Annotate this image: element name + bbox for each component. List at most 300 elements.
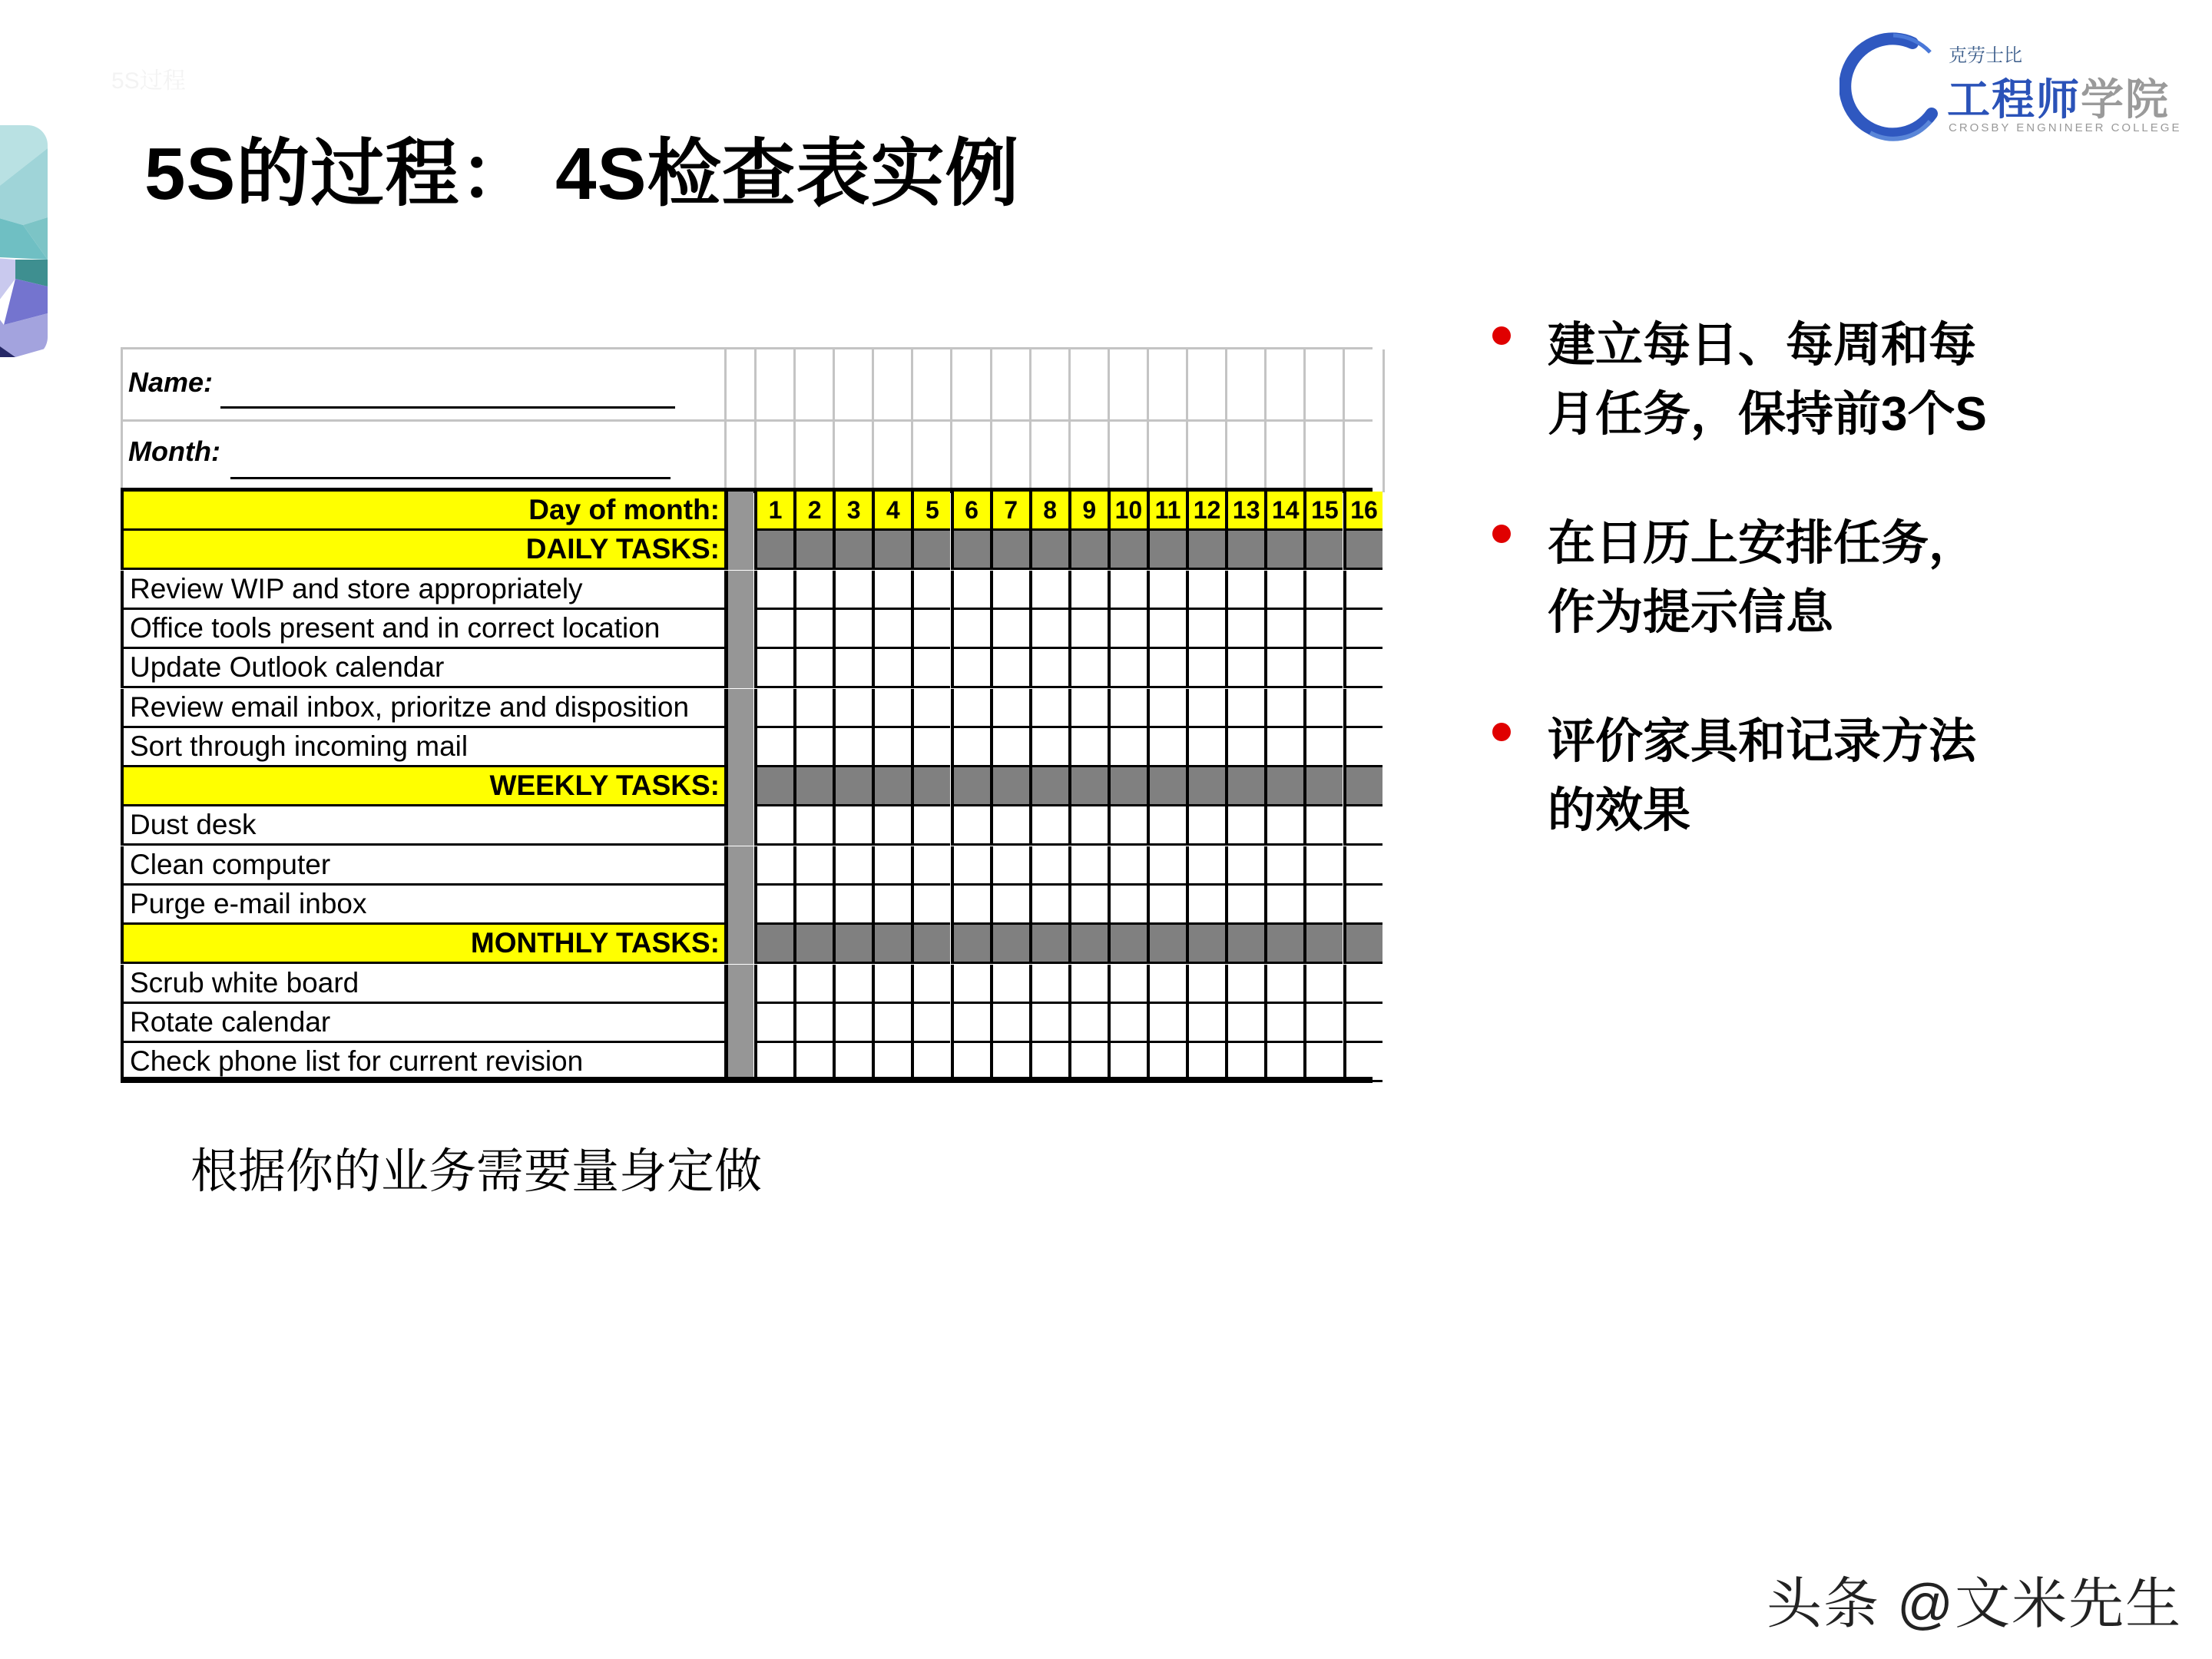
check-cell[interactable] <box>1186 610 1225 649</box>
check-cell[interactable] <box>1108 649 1147 688</box>
section-day-cell <box>1147 925 1186 964</box>
bullet-item <box>1486 509 2070 647</box>
day-number-header: 6 <box>951 492 990 531</box>
task-label: Rotate calendar <box>121 1004 724 1043</box>
section-day-cell <box>872 531 911 570</box>
check-cell[interactable] <box>1264 649 1303 688</box>
bullet-line: 建立每日、每周和每 <box>1548 319 1977 372</box>
check-cell[interactable] <box>754 689 793 728</box>
logo-en-text: CROSBY ENGNINEER COLLEGE <box>1949 121 2182 134</box>
check-cell[interactable] <box>754 806 793 846</box>
check-cell[interactable] <box>872 965 911 1004</box>
day-of-month-label: Day of month: <box>121 492 724 531</box>
check-cell[interactable] <box>872 649 911 688</box>
day-number-header: 7 <box>990 492 1029 531</box>
check-cell[interactable] <box>793 806 833 846</box>
logo-cn-grey: 学院 <box>2081 75 2170 124</box>
caption-text: 根据你的业务需要量身定做 <box>190 1145 763 1198</box>
day-number-header: 15 <box>1303 492 1343 531</box>
check-cell[interactable] <box>951 728 990 767</box>
section-day-cell <box>990 767 1029 806</box>
check-cell[interactable] <box>951 610 990 649</box>
day-number-header: 8 <box>1029 492 1068 531</box>
check-cell[interactable] <box>833 689 872 728</box>
check-cell[interactable] <box>1303 1004 1343 1043</box>
check-cell[interactable] <box>1029 649 1068 688</box>
section-day-cell <box>1147 767 1186 806</box>
check-cell[interactable] <box>754 1004 793 1043</box>
section-day-cell <box>793 925 833 964</box>
check-cell[interactable] <box>1343 846 1382 886</box>
check-cell[interactable] <box>1303 610 1343 649</box>
task-row <box>121 571 1373 610</box>
check-cell[interactable] <box>1147 728 1186 767</box>
check-cell[interactable] <box>872 846 911 886</box>
check-cell[interactable] <box>1186 806 1225 846</box>
check-cell[interactable] <box>951 806 990 846</box>
check-cell[interactable] <box>1108 689 1147 728</box>
section-day-cell <box>754 925 793 964</box>
bullet-item <box>1486 707 2070 846</box>
check-cell[interactable] <box>911 965 950 1004</box>
check-cell[interactable] <box>833 965 872 1004</box>
check-cell[interactable] <box>754 965 793 1004</box>
check-cell[interactable] <box>951 846 990 886</box>
logo-cn-big <box>1947 66 2170 127</box>
check-cell[interactable] <box>1264 1004 1303 1043</box>
check-cell[interactable] <box>1264 610 1303 649</box>
check-cell[interactable] <box>1343 965 1382 1004</box>
check-cell[interactable] <box>1029 689 1068 728</box>
check-cell[interactable] <box>1108 1004 1147 1043</box>
check-cell[interactable] <box>1108 886 1147 925</box>
grid-line <box>1108 349 1110 492</box>
section-day-cell <box>1225 531 1264 570</box>
section-day-cell <box>872 925 911 964</box>
check-cell[interactable] <box>793 689 833 728</box>
check-cell[interactable] <box>1068 806 1108 846</box>
task-row <box>121 965 1373 1004</box>
check-cell[interactable] <box>1343 649 1382 688</box>
check-cell[interactable] <box>1225 965 1264 1004</box>
section-day-cell <box>951 925 990 964</box>
separator-column <box>724 767 753 806</box>
task-label: Purge e-mail inbox <box>121 886 724 925</box>
separator-column <box>724 649 753 688</box>
section-header-row <box>121 925 1373 964</box>
day-number-header: 4 <box>872 492 911 531</box>
check-cell[interactable] <box>793 965 833 1004</box>
check-cell[interactable] <box>911 610 950 649</box>
month-field-input-line[interactable] <box>230 477 671 479</box>
check-cell[interactable] <box>833 1004 872 1043</box>
day-number-header: 16 <box>1343 492 1382 531</box>
check-cell[interactable] <box>793 846 833 886</box>
section-day-cell <box>1303 767 1343 806</box>
grid-line <box>1225 349 1227 492</box>
day-number-header: 9 <box>1068 492 1108 531</box>
check-cell[interactable] <box>1029 965 1068 1004</box>
task-label: Dust desk <box>121 806 724 846</box>
check-cell[interactable] <box>1068 571 1108 610</box>
check-cell[interactable] <box>833 728 872 767</box>
section-day-cell <box>833 925 872 964</box>
grid-line <box>121 419 1373 422</box>
bullet-list <box>1486 311 2070 906</box>
check-cell[interactable] <box>1029 806 1068 846</box>
day-number-header: 1 <box>754 492 793 531</box>
check-cell[interactable] <box>1264 571 1303 610</box>
watermark-text: 头条 @文米先生 <box>1767 1574 2183 1635</box>
day-number-header: 12 <box>1186 492 1225 531</box>
check-cell[interactable] <box>872 689 911 728</box>
check-cell[interactable] <box>1186 1004 1225 1043</box>
check-cell[interactable] <box>1186 728 1225 767</box>
check-cell[interactable] <box>1029 886 1068 925</box>
check-cell[interactable] <box>1225 649 1264 688</box>
check-cell[interactable] <box>1068 1004 1108 1043</box>
check-cell[interactable] <box>1068 886 1108 925</box>
check-cell[interactable] <box>1186 571 1225 610</box>
section-header-row <box>121 531 1373 570</box>
task-row <box>121 846 1373 886</box>
check-cell[interactable] <box>1303 806 1343 846</box>
section-label: MONTHLY TASKS: <box>121 925 724 964</box>
check-cell[interactable] <box>951 689 990 728</box>
check-cell[interactable] <box>990 649 1029 688</box>
section-day-cell <box>1186 925 1225 964</box>
bullet-dot-icon <box>1492 525 1511 543</box>
check-cell[interactable] <box>1186 689 1225 728</box>
check-cell[interactable] <box>1186 965 1225 1004</box>
separator-column <box>724 925 753 964</box>
check-cell[interactable] <box>833 806 872 846</box>
check-cell[interactable] <box>1147 806 1186 846</box>
section-day-cell <box>1108 531 1147 570</box>
day-of-month-row <box>121 492 1378 531</box>
bullet-dot-icon <box>1492 326 1511 345</box>
bullet-dot-icon <box>1492 723 1511 741</box>
grid-line <box>872 349 874 492</box>
check-cell[interactable] <box>1147 965 1186 1004</box>
check-cell[interactable] <box>1068 689 1108 728</box>
slide-title: 5S的过程： 4S检查表实例 <box>144 133 1020 215</box>
crosby-college-logo <box>1839 29 2182 144</box>
check-cell[interactable] <box>911 806 950 846</box>
section-day-cell <box>872 767 911 806</box>
separator-column <box>724 886 753 925</box>
check-cell[interactable] <box>793 1004 833 1043</box>
check-cell[interactable] <box>1225 728 1264 767</box>
check-cell[interactable] <box>1147 846 1186 886</box>
section-day-cell <box>754 531 793 570</box>
separator-column <box>724 965 753 1004</box>
check-cell[interactable] <box>1029 610 1068 649</box>
check-cell[interactable] <box>1303 728 1343 767</box>
separator-column <box>724 610 753 649</box>
section-day-cell <box>951 767 990 806</box>
check-cell[interactable] <box>1147 610 1186 649</box>
check-cell[interactable] <box>1147 886 1186 925</box>
separator-column <box>724 689 753 728</box>
check-cell[interactable] <box>951 886 990 925</box>
separator-column <box>724 1004 753 1043</box>
swirl-ring-icon <box>1839 29 1939 144</box>
check-cell[interactable] <box>1186 649 1225 688</box>
check-cell[interactable] <box>911 571 950 610</box>
decorative-polygon-shape <box>0 125 48 357</box>
check-cell[interactable] <box>754 649 793 688</box>
check-cell[interactable] <box>1264 965 1303 1004</box>
section-day-cell <box>1186 767 1225 806</box>
section-day-cell <box>793 531 833 570</box>
task-row <box>121 1004 1373 1043</box>
check-cell[interactable] <box>1303 886 1343 925</box>
section-day-cell <box>1343 531 1382 570</box>
check-cell[interactable] <box>1108 965 1147 1004</box>
bullet-line: 作为提示信息 <box>1548 586 1834 639</box>
check-cell[interactable] <box>1068 610 1108 649</box>
check-cell[interactable] <box>1343 806 1382 846</box>
check-cell[interactable] <box>1303 846 1343 886</box>
check-cell[interactable] <box>793 610 833 649</box>
check-cell[interactable] <box>793 571 833 610</box>
check-cell[interactable] <box>1343 728 1382 767</box>
check-cell[interactable] <box>990 1004 1029 1043</box>
section-day-cell <box>1225 925 1264 964</box>
check-cell[interactable] <box>1225 571 1264 610</box>
check-cell[interactable] <box>990 846 1029 886</box>
check-cell[interactable] <box>833 610 872 649</box>
check-cell[interactable] <box>1029 1004 1068 1043</box>
section-day-cell <box>951 531 990 570</box>
check-cell[interactable] <box>1108 571 1147 610</box>
section-day-cell <box>1186 531 1225 570</box>
day-number-header: 13 <box>1225 492 1264 531</box>
check-cell[interactable] <box>1343 1004 1382 1043</box>
grid-line <box>1382 349 1385 492</box>
check-cell[interactable] <box>833 846 872 886</box>
check-cell[interactable] <box>1068 728 1108 767</box>
check-cell[interactable] <box>911 649 950 688</box>
check-cell[interactable] <box>911 846 950 886</box>
check-cell[interactable] <box>1264 728 1303 767</box>
check-cell[interactable] <box>1186 886 1225 925</box>
check-cell[interactable] <box>1029 571 1068 610</box>
check-cell[interactable] <box>1264 689 1303 728</box>
separator-column <box>724 571 753 610</box>
check-cell[interactable] <box>872 571 911 610</box>
check-cell[interactable] <box>833 886 872 925</box>
check-cell[interactable] <box>1303 689 1343 728</box>
grid-line <box>1343 349 1345 492</box>
check-cell[interactable] <box>1303 965 1343 1004</box>
check-cell[interactable] <box>1343 610 1382 649</box>
task-label: Review email inbox, prioritze and disposition <box>121 689 724 728</box>
check-cell[interactable] <box>951 649 990 688</box>
task-label: Check phone list for current revision <box>121 1043 724 1082</box>
grid-line <box>1147 349 1149 492</box>
check-cell[interactable] <box>754 728 793 767</box>
check-cell[interactable] <box>1303 649 1343 688</box>
task-label: Review WIP and store appropriately <box>121 571 724 610</box>
section-day-cell <box>1147 531 1186 570</box>
check-cell[interactable] <box>1225 610 1264 649</box>
check-cell[interactable] <box>1068 846 1108 886</box>
check-cell[interactable] <box>1264 846 1303 886</box>
table-bottom-border <box>121 1077 1373 1083</box>
check-cell[interactable] <box>1068 965 1108 1004</box>
check-cell[interactable] <box>990 806 1029 846</box>
check-cell[interactable] <box>793 728 833 767</box>
task-label: Office tools present and in correct location <box>121 610 724 649</box>
check-cell[interactable] <box>754 610 793 649</box>
name-field-label: Name: <box>128 366 214 398</box>
logo-cn-small: 克劳士比 <box>1949 45 2022 66</box>
section-day-cell <box>990 925 1029 964</box>
bullet-line: 在日历上安排任务， <box>1548 517 1977 570</box>
check-cell[interactable] <box>1108 728 1147 767</box>
day-number-header: 14 <box>1264 492 1303 531</box>
check-cell[interactable] <box>1147 1004 1186 1043</box>
bullet-line: 评价家具和记录方法 <box>1548 715 1977 768</box>
check-cell[interactable] <box>872 1004 911 1043</box>
check-cell[interactable] <box>990 965 1029 1004</box>
section-day-cell <box>793 767 833 806</box>
check-cell[interactable] <box>990 689 1029 728</box>
section-day-cell <box>911 925 950 964</box>
check-cell[interactable] <box>793 886 833 925</box>
bullet-line: 月任务，保持前3个S <box>1548 388 1987 441</box>
check-cell[interactable] <box>1068 649 1108 688</box>
task-label: Sort through incoming mail <box>121 728 724 767</box>
check-cell[interactable] <box>872 610 911 649</box>
section-day-cell <box>911 531 950 570</box>
check-cell[interactable] <box>1225 886 1264 925</box>
name-month-header-area <box>121 347 1373 492</box>
section-day-cell <box>1303 531 1343 570</box>
section-day-cell <box>911 767 950 806</box>
check-cell[interactable] <box>872 728 911 767</box>
separator-column <box>724 728 753 767</box>
grid-line <box>950 349 952 492</box>
task-row <box>121 689 1373 728</box>
check-cell[interactable] <box>1186 846 1225 886</box>
check-cell[interactable] <box>754 886 793 925</box>
check-cell[interactable] <box>1225 806 1264 846</box>
check-cell[interactable] <box>1264 806 1303 846</box>
check-cell[interactable] <box>951 965 990 1004</box>
check-cell[interactable] <box>1147 689 1186 728</box>
task-label: Scrub white board <box>121 965 724 1004</box>
check-cell[interactable] <box>872 886 911 925</box>
check-cell[interactable] <box>1147 571 1186 610</box>
task-row <box>121 806 1373 846</box>
section-day-cell <box>1303 925 1343 964</box>
check-cell[interactable] <box>1225 689 1264 728</box>
section-day-cell <box>990 531 1029 570</box>
section-day-cell <box>1343 925 1382 964</box>
grid-line <box>1068 349 1071 492</box>
section-day-cell <box>1225 767 1264 806</box>
section-day-cell <box>1108 767 1147 806</box>
month-field-label: Month: <box>128 435 220 467</box>
check-cell[interactable] <box>1343 689 1382 728</box>
check-cell[interactable] <box>951 571 990 610</box>
day-number-header: 11 <box>1147 492 1186 531</box>
separator-column <box>724 531 753 570</box>
section-day-cell <box>1264 925 1303 964</box>
check-cell[interactable] <box>1343 571 1382 610</box>
check-cell[interactable] <box>793 649 833 688</box>
check-cell[interactable] <box>833 571 872 610</box>
section-day-cell <box>833 767 872 806</box>
section-day-cell <box>1029 925 1068 964</box>
grid-line <box>1029 349 1031 492</box>
check-cell[interactable] <box>1108 846 1147 886</box>
check-cell[interactable] <box>990 728 1029 767</box>
section-day-cell <box>1068 925 1108 964</box>
day-number-header: 10 <box>1108 492 1147 531</box>
check-cell[interactable] <box>754 571 793 610</box>
check-cell[interactable] <box>990 610 1029 649</box>
section-day-cell <box>1029 767 1068 806</box>
section-day-cell <box>1108 925 1147 964</box>
section-label: DAILY TASKS: <box>121 531 724 570</box>
check-cell[interactable] <box>1108 610 1147 649</box>
check-cell[interactable] <box>990 886 1029 925</box>
4s-checklist-table <box>121 347 1378 1084</box>
check-cell[interactable] <box>911 1004 950 1043</box>
check-cell[interactable] <box>951 1004 990 1043</box>
check-cell[interactable] <box>1029 846 1068 886</box>
grid-line <box>1303 349 1306 492</box>
check-cell[interactable] <box>1225 846 1264 886</box>
grid-line <box>754 349 757 492</box>
task-row <box>121 649 1373 688</box>
section-day-cell <box>1068 531 1108 570</box>
check-cell[interactable] <box>1147 649 1186 688</box>
day-number-header: 2 <box>793 492 833 531</box>
section-day-cell <box>1264 531 1303 570</box>
check-cell[interactable] <box>872 806 911 846</box>
task-row <box>121 728 1373 767</box>
check-cell[interactable] <box>990 571 1029 610</box>
section-label: WEEKLY TASKS: <box>121 767 724 806</box>
check-cell[interactable] <box>1264 886 1303 925</box>
section-day-cell <box>1029 531 1068 570</box>
check-cell[interactable] <box>1303 571 1343 610</box>
task-row <box>121 886 1373 925</box>
check-cell[interactable] <box>754 846 793 886</box>
grid-line <box>833 349 835 492</box>
name-field-input-line[interactable] <box>220 406 675 409</box>
check-cell[interactable] <box>911 689 950 728</box>
grid-line <box>1186 349 1188 492</box>
grid-line <box>990 349 992 492</box>
section-day-cell <box>754 767 793 806</box>
check-cell[interactable] <box>911 728 950 767</box>
check-cell[interactable] <box>1343 886 1382 925</box>
check-cell[interactable] <box>1225 1004 1264 1043</box>
check-cell[interactable] <box>1029 728 1068 767</box>
separator-column <box>724 806 753 846</box>
logo-cn-blue: 工程师 <box>1947 75 2081 124</box>
check-cell[interactable] <box>833 649 872 688</box>
day-number-header: 3 <box>833 492 872 531</box>
check-cell[interactable] <box>911 886 950 925</box>
check-cell[interactable] <box>1108 806 1147 846</box>
